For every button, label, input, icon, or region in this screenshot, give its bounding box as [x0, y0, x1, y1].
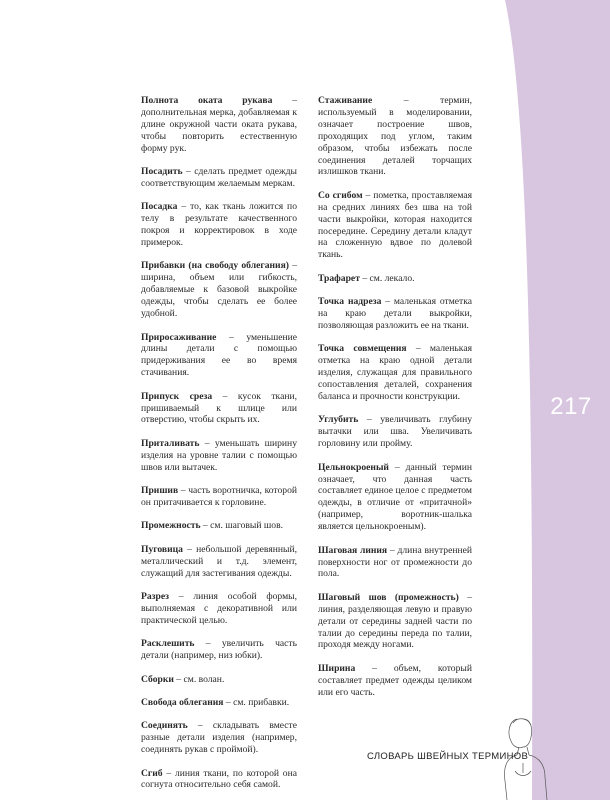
- glossary-entry: [141, 95, 297, 155]
- glossary-definition: – линия, разделяющая левую и правую детали от середины задней части по талии до середины переда по талии, проходя между ногами.: [318, 591, 472, 651]
- glossary-entry: [141, 332, 297, 380]
- glossary-definition: – длина внутренней поверхности ног от промежности до пола.: [318, 544, 472, 580]
- glossary-term: Разрез: [141, 591, 169, 602]
- glossary-term: Расклешить: [141, 638, 195, 650]
- glossary-definition: – объем, который составляет предмет одежды целиком или его часть.: [318, 662, 472, 698]
- glossary-definition: – складывать вместе разные детали изделия (например, соединять рукав с проймой).: [141, 720, 297, 756]
- glossary-entry: [318, 414, 472, 450]
- glossary-term: Посадка: [141, 201, 178, 213]
- footer-section-title: СЛОВАРЬ ШВЕЙНЫХ ТЕРМИНОВ: [367, 751, 529, 762]
- glossary-term: Углубить: [318, 414, 359, 426]
- glossary-entry: [141, 544, 297, 580]
- glossary-definition: – ширина, объем или гибкость, добавляемые к базовой выкройке одежды, чтобы сделать ее более удобной.: [141, 260, 297, 320]
- glossary-term: Прибавки (на свободу облегания): [141, 260, 289, 272]
- glossary-definition: – уменьшать ширину изделия на уровне талии с помощью швов или вытачек.: [141, 437, 297, 473]
- glossary-right-column: [318, 95, 472, 710]
- glossary-definition: – небольшой деревянный, металлический и т.д. элемент, служащий для застегивания одежды.: [141, 543, 297, 579]
- glossary-definition: – см. шаговый шов.: [200, 520, 284, 532]
- glossary-definition: – уменьшение длины детали с помощью придерживания ее во время стачивания.: [141, 331, 297, 379]
- glossary-entry: [141, 674, 297, 686]
- glossary-term: Промежность: [141, 520, 201, 532]
- glossary-entry: [318, 545, 472, 581]
- glossary-entry: [318, 663, 472, 699]
- glossary-term: Цельнокроеный: [318, 461, 389, 473]
- glossary-definition: – данный термин означает, что данная часть составляет единое целое с предметом одежды, в отличие от «притачной» (например, воротник-шалька является цельнокроеным).: [318, 461, 472, 533]
- glossary-entry: [141, 391, 297, 427]
- glossary-entry: [141, 591, 297, 627]
- glossary-left-column: [141, 95, 297, 803]
- glossary-entry: [141, 260, 297, 320]
- glossary-term: Со сгибом: [318, 189, 363, 201]
- glossary-entry: [141, 520, 297, 532]
- glossary-entry: [318, 343, 472, 403]
- glossary-definition: – дополнительная мерка, добавляемая к длине окружной части оката рукава, чтобы повторить естественную форму рук.: [141, 95, 297, 154]
- glossary-definition: – термин, используемый в моделировании, означает построение швов, проходящих под углом, таким образом, чтобы избежать после соединения деталей торчащих излишков ткани.: [318, 95, 472, 178]
- glossary-definition: – сделать предмет одежды соответствующим желаемым меркам.: [141, 166, 297, 189]
- glossary-term: Сборки: [141, 673, 174, 685]
- glossary-entry: [318, 296, 472, 332]
- glossary-definition: – маленькая отметка на краю одной детали изделия, служащая для правильного сопоставления деталей, сохранения баланса и прочности конструкции.: [318, 343, 472, 403]
- glossary-entry: [141, 697, 297, 709]
- glossary-entry: [141, 166, 297, 190]
- glossary-entry: [318, 273, 472, 285]
- glossary-definition: – кусок ткани, пришиваемый к шлице или отверстию, чтобы скрыть их.: [141, 390, 297, 426]
- glossary-definition: – см. прибавки.: [223, 696, 290, 708]
- glossary-term: Точка совмещения: [318, 343, 407, 355]
- glossary-definition: – линия ткани, по которой она согнута относительно себя самой.: [141, 767, 297, 791]
- glossary-term: Пуговица: [141, 543, 183, 555]
- glossary-term: Свобода облегания: [141, 696, 224, 708]
- glossary-entry: [141, 485, 297, 509]
- glossary-term: Ширина: [318, 662, 356, 674]
- glossary-term: Пришив: [141, 485, 179, 497]
- glossary-term: Припуск среза: [141, 390, 213, 402]
- glossary-term: Точка надреза: [318, 296, 382, 308]
- glossary-definition: – увеличить часть детали (например, низ юбки).: [141, 638, 297, 662]
- glossary-definition: – то, как ткань ложится по телу в результате качественного покроя и корректировок в ходе примерок.: [141, 201, 297, 249]
- glossary-entry: [141, 438, 297, 474]
- glossary-term: Приталивать: [141, 437, 200, 449]
- glossary-entry: [318, 592, 472, 652]
- page-number: 217: [550, 393, 592, 420]
- glossary-definition: – увеличивать глубину вытачки или шва. Увеличивать горловину или пройму.: [318, 414, 472, 450]
- glossary-term: Шаговый шов (промежность): [318, 591, 459, 603]
- glossary-term: Посадить: [141, 166, 183, 178]
- glossary-entry: [141, 638, 297, 662]
- glossary-entry: [141, 768, 297, 792]
- glossary-term: Полнота оката рукава: [141, 95, 273, 106]
- glossary-term: Соединять: [141, 720, 188, 732]
- glossary-definition: – часть воротничка, которой он притачивается к горловине.: [141, 485, 297, 508]
- glossary-definition: – маленькая отметка на краю детали выкройки, позволяющая разложить ее на ткани.: [318, 296, 472, 331]
- glossary-definition: – см. волан.: [173, 673, 225, 685]
- glossary-entry: [318, 190, 472, 261]
- glossary-definition: – пометка, проставляемая на средних линиях без шва на той части выкройки, которая находится посередине. Середину детали кладут на сложенную вдвое по долевой ткань.: [318, 189, 472, 261]
- glossary-term: Стаживание: [318, 95, 373, 106]
- glossary-definition: – линия особой формы, выполняемая с декоративной или практической целью.: [141, 591, 297, 626]
- glossary-definition: – см. лекало.: [359, 272, 415, 284]
- glossary-entry: [318, 95, 472, 178]
- glossary-term: Шаговая линия: [318, 544, 388, 556]
- glossary-entry: [141, 201, 297, 249]
- glossary-term: Сгиб: [141, 767, 163, 779]
- glossary-entry: [141, 720, 297, 756]
- glossary-entry: [318, 462, 472, 533]
- glossary-term: Трафарет: [318, 272, 360, 284]
- glossary-term: Приросаживание: [141, 331, 217, 343]
